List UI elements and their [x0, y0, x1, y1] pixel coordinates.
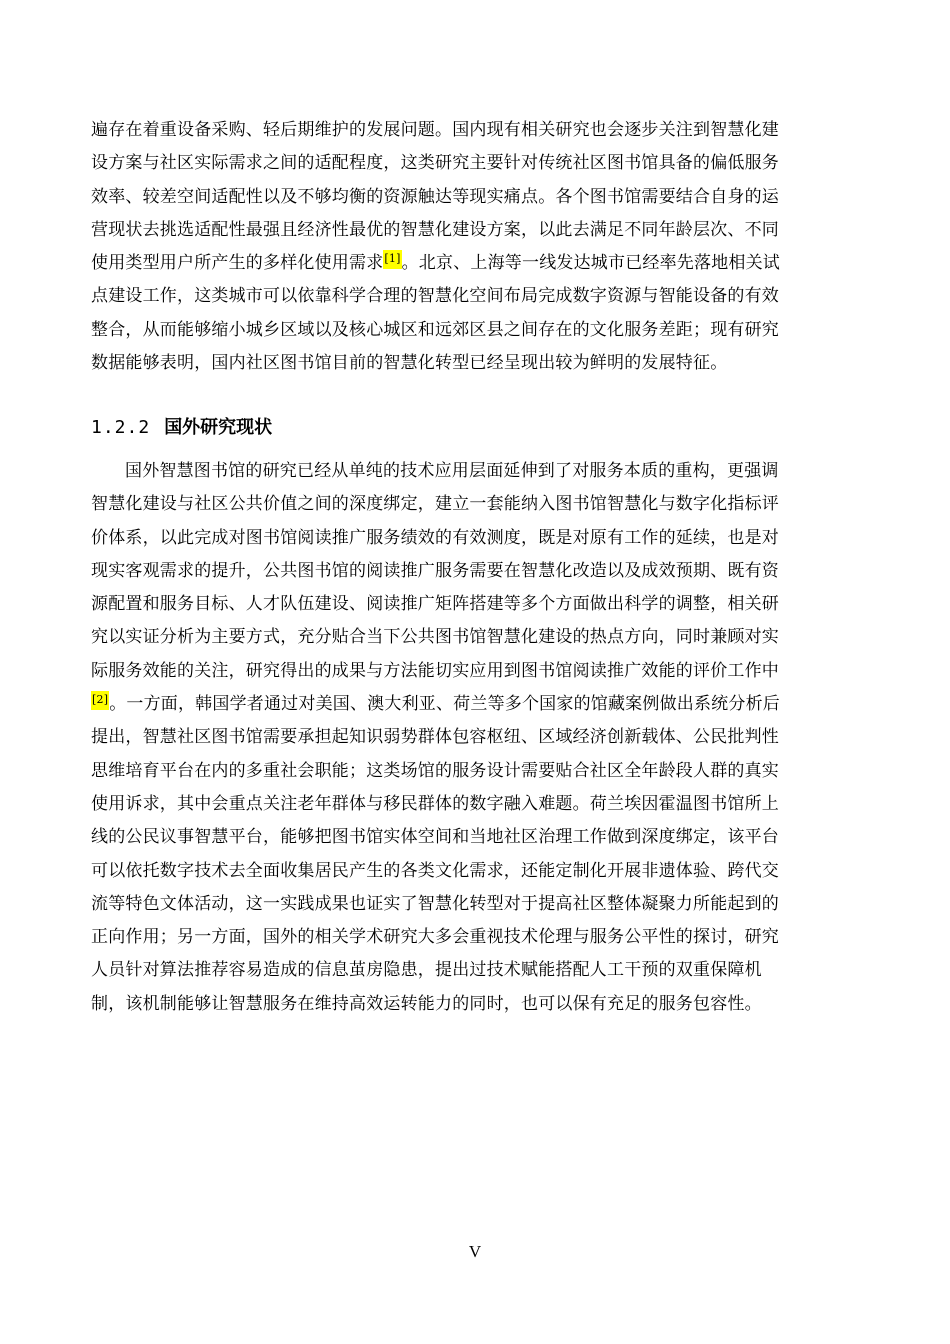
text-fragment: 。一方面，韩国学者通过对美国、澳大利亚、荷兰等多个国家的馆藏案例做出系统分析后	[109, 694, 780, 715]
text-line: 流等特色文体活动，这一实践成果也证实了智慧化转型对于提高社区整体凝聚力所能起到的	[91, 893, 779, 914]
text-line	[91, 247, 861, 280]
text-line: 究以实证分析为主要方式，充分贴合当下公共图书馆智慧化建设的热点方向，同时兼顾对实	[91, 627, 779, 648]
text-line: 提出，智慧社区图书馆需要承担起知识弱势群体包容枢纽、区域经济创新载体、公民批判性	[91, 727, 779, 748]
text-line: 线的公民议事智慧平台，能够把图书馆实体空间和当地社区治理工作做到深度绑定，该平台	[91, 827, 779, 848]
text-line: 效率、较差空间适配性以及不够均衡的资源触达等现实痛点。各个图书馆需要结合自身的运	[91, 186, 779, 207]
text-line: 价体系，以此完成对图书馆阅读推广服务绩效的有效测度，既是对原有工作的延续，也是对	[91, 527, 779, 548]
text-fragment: 使用类型用户所产生的多样化使用需求	[91, 253, 384, 274]
text-line: 正向作用；另一方面，国外的相关学术研究大多会重视技术伦理与服务公平性的探讨，研究	[91, 927, 779, 948]
citation-marker-1[interactable]: [1]	[383, 250, 401, 269]
text-line: 营现状去挑选适配性最强且经济性最优的智慧化建设方案，以此去满足不同年龄层次、不同	[91, 219, 779, 240]
text-line: 现实客观需求的提升，公共图书馆的阅读推广服务需要在智慧化改造以及成效预期、既有资	[91, 560, 779, 581]
body-paragraph-1	[91, 114, 861, 380]
text-line: 设方案与社区实际需求之间的适配程度，这类研究主要针对传统社区图书馆具备的偏低服务	[91, 153, 779, 174]
body-paragraph-2	[91, 455, 861, 1021]
text-line: 国外智慧图书馆的研究已经从单纯的技术应用层面延伸到了对服务本质的重构，更强调	[125, 461, 779, 481]
text-line: 遍存在着重设备采购、轻后期维护的发展问题。国内现有相关研究也会逐步关注到智慧化建	[91, 120, 779, 140]
text-line: 制，该机制能够让智慧服务在维持高效运转能力的同时，也可以保有充足的服务包容性。	[91, 993, 762, 1014]
text-line: 智慧化建设与社区公共价值之间的深度绑定，建立一套能纳入图书馆智慧化与数字化指标评	[91, 494, 779, 515]
text-line	[57, 688, 861, 721]
text-line: 数据能够表明，国内社区图书馆目前的智慧化转型已经呈现出较为鲜明的发展特征。	[91, 353, 728, 374]
section-heading	[91, 415, 272, 441]
section-title: 国外研究现状	[164, 417, 273, 438]
text-line: 际服务效能的关注，研究得出的成果与方法能切实应用到图书馆阅读推广效能的评价工作中	[91, 660, 779, 681]
text-line: 源配置和服务目标、人才队伍建设、阅读推广矩阵搭建等多个方面做出科学的调整，相关研	[91, 594, 779, 615]
section-number: 1.2.2	[91, 417, 151, 438]
text-line: 思维培育平台在内的多重社会职能；这类场馆的服务设计需要贴合社区全年龄段人群的真实	[91, 760, 779, 781]
text-line: 整合，从而能够缩小城乡区域以及核心城区和远郊区县之间存在的文化服务差距；现有研究	[91, 319, 779, 340]
text-line: 点建设工作，这类城市可以依靠科学合理的智慧化空间布局完成数字资源与智能设备的有效	[91, 286, 779, 307]
text-fragment: 。北京、上海等一线发达城市已经率先落地相关试	[401, 253, 780, 274]
text-line: 使用诉求，其中会重点关注老年群体与移民群体的数字融入难题。荷兰埃因霍温图书馆所上	[91, 793, 779, 814]
citation-marker-2[interactable]: [2]	[91, 691, 109, 710]
text-line: 人员针对算法推荐容易造成的信息茧房隐患，提出过技术赋能搭配人工干预的双重保障机	[91, 960, 762, 981]
page-number: V	[468, 1242, 482, 1261]
text-line: 可以依托数字技术去全面收集居民产生的各类文化需求，还能定制化开展非遗体验、跨代交	[91, 860, 779, 881]
